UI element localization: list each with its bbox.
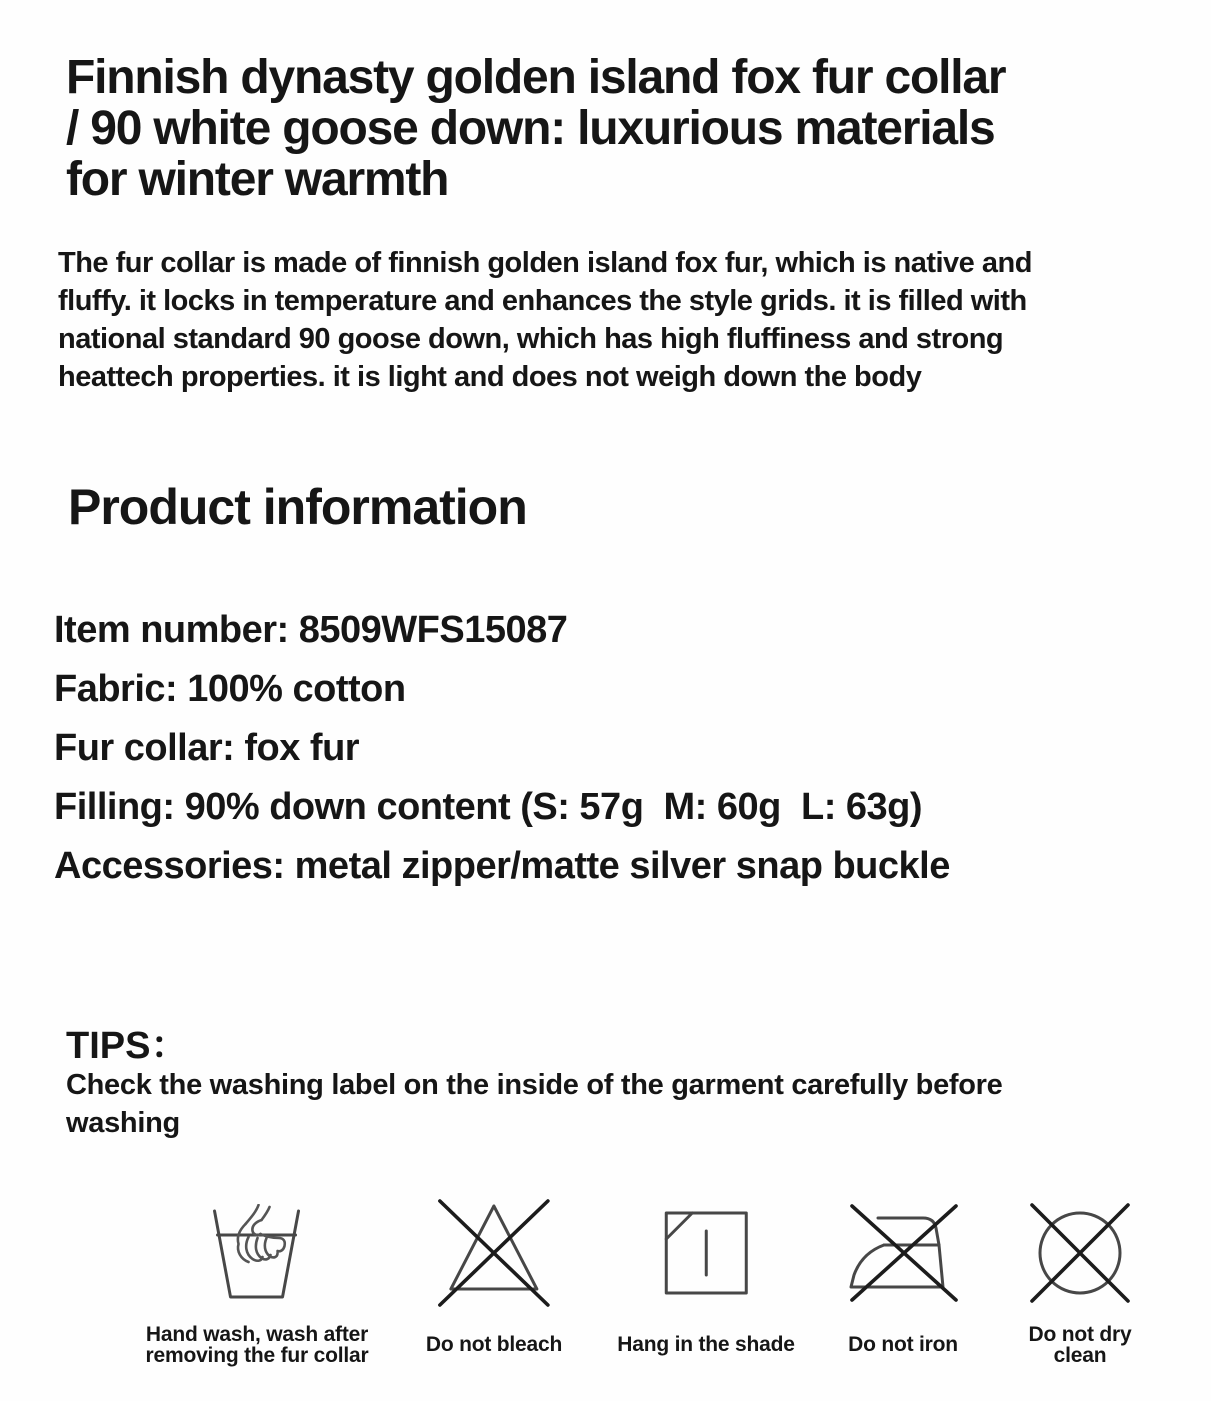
care-label-line: Do not dry bbox=[1028, 1322, 1132, 1346]
care-label-line: Hang in the shade bbox=[617, 1333, 795, 1357]
care-label-do-not-dry-clean bbox=[1029, 1322, 1132, 1368]
do-not-dry-clean-icon bbox=[1023, 1190, 1137, 1316]
care-label-hang-in-shade bbox=[617, 1322, 794, 1368]
care-item-do-not-dry-clean bbox=[1023, 1190, 1137, 1368]
product-spec-list bbox=[54, 601, 950, 896]
product-description-line: national standard 90 goose down, which has high fluffiness and strong bbox=[58, 323, 1004, 355]
do-not-iron-icon bbox=[843, 1190, 963, 1316]
tips-text-line: washing bbox=[66, 1107, 180, 1139]
do-not-bleach-icon bbox=[435, 1190, 553, 1316]
product-information-heading: Product information bbox=[68, 479, 527, 535]
page-title bbox=[66, 52, 1005, 205]
product-description-line: fluffy. it locks in temperature and enhances the style grids. it is filled with bbox=[58, 285, 1027, 317]
care-label-line: Hand wash, wash after bbox=[145, 1322, 369, 1346]
care-label-line: removing the fur collar bbox=[145, 1344, 369, 1367]
spec-fabric: Fabric: 100% cotton bbox=[54, 668, 406, 710]
care-label-hand-wash bbox=[146, 1322, 369, 1368]
spec-fur-collar: Fur collar: fox fur bbox=[54, 727, 360, 769]
care-item-hang-in-shade bbox=[617, 1190, 794, 1368]
care-label-do-not-iron bbox=[848, 1322, 958, 1368]
care-item-do-not-bleach bbox=[426, 1190, 562, 1368]
hand-wash-icon bbox=[200, 1190, 314, 1316]
tips-heading: TIPS： bbox=[66, 1025, 189, 1067]
spec-filling: Filling: 90% down content (S: 57g M: 60g L: 63g) bbox=[54, 786, 923, 828]
spec-item-number: Item number: 8509WFS15087 bbox=[54, 609, 568, 651]
spec-accessories: Accessories: metal zipper/matte silver snap buckle bbox=[54, 845, 950, 887]
care-label-line: Do not bleach bbox=[425, 1333, 563, 1357]
product-description-line: The fur collar is made of finnish golden island fox fur, which is native and bbox=[58, 247, 1032, 279]
care-item-hand-wash bbox=[146, 1190, 369, 1368]
care-label-line: Do not iron bbox=[848, 1333, 958, 1357]
tips-text bbox=[66, 1066, 1003, 1142]
page-title-line: Finnish dynasty golden island fox fur collar bbox=[66, 51, 1006, 104]
hang-in-shade-icon bbox=[663, 1190, 749, 1316]
care-item-do-not-iron bbox=[843, 1190, 963, 1368]
page-title-line: / 90 white goose down: luxurious materials bbox=[66, 102, 995, 155]
care-label-do-not-bleach bbox=[426, 1322, 562, 1368]
care-label-line: clean bbox=[1053, 1344, 1107, 1367]
product-description bbox=[58, 244, 1032, 396]
product-description-line: heattech properties. it is light and does not weigh down the body bbox=[58, 361, 922, 393]
tips-text-line: Check the washing label on the inside of the garment carefully before bbox=[66, 1069, 1003, 1101]
page-title-line: for winter warmth bbox=[66, 153, 449, 206]
